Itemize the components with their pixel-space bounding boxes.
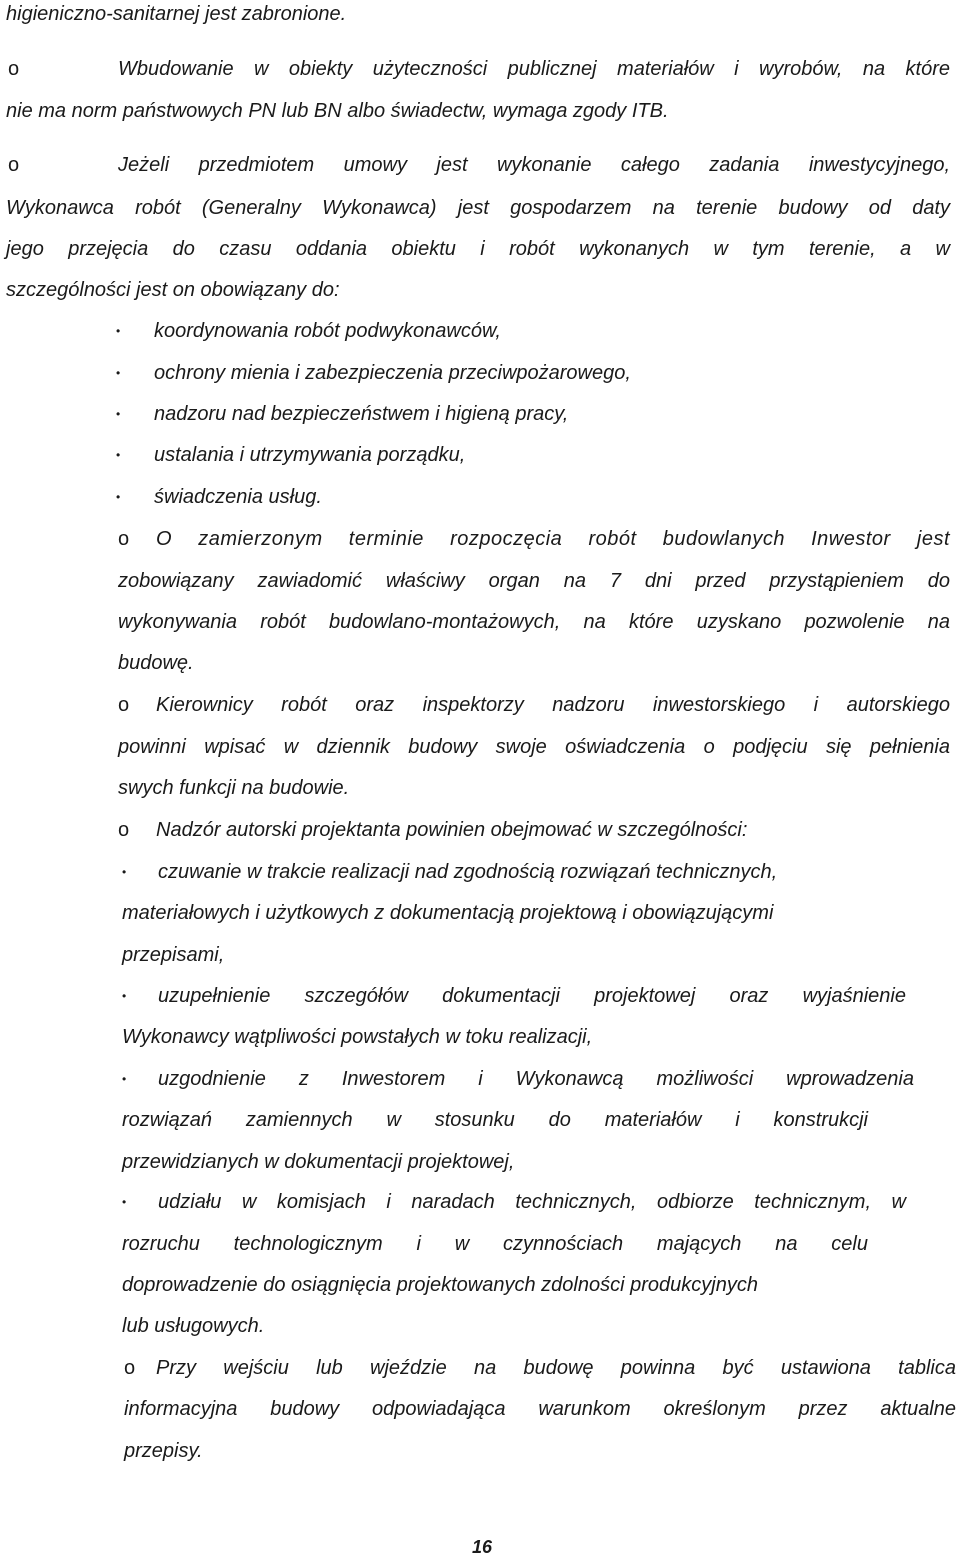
text-line: powinni wpisać w dziennik budowy swoje oświadczenia o podjęciu się pełnienia [118,736,950,758]
list-bullet: • [122,865,127,879]
text-line: Przy wejściu lub wjeździe na budowę powinna być ustawiona tablica [156,1357,956,1379]
list-item: doprowadzenie do osiągnięcia projektowanych zdolności produkcyjnych [122,1274,758,1296]
list-item: przepisami, [122,944,225,966]
text-line: wykonywania robót budowlano-montażowych, na które uzyskano pozwolenie na [118,611,950,633]
text-line: O zamierzonym terminie rozpoczęcia robót budowlanych Inwestor jest [156,528,950,550]
text-line: jego przejęcia do czasu oddania obiektu i robót wykonanych w tym terenie, a w [6,238,950,260]
list-marker: o [124,1357,136,1379]
text-line: Wbudowanie w obiekty użyteczności publicznej materiałów i wyrobów, na które [118,58,950,80]
page-number: 16 [472,1537,493,1557]
text-line: Kierownicy robót oraz inspektorzy nadzoru inwestorskiego i autorskiego [156,694,950,716]
text-line: Nadzór autorski projektanta powinien obejmować w szczególności: [156,819,748,841]
list-item: udziału w komisjach i naradach technicznych, odbiorze technicznym, w [158,1191,906,1213]
list-item: Wykonawcy wątpliwości powstałych w toku realizacji, [122,1026,593,1048]
list-marker: o [118,819,130,841]
list-item: lub usługowych. [122,1315,265,1337]
text-line: Wykonawca robót (Generalny Wykonawca) jest gospodarzem na terenie budowy od daty [6,197,950,219]
list-item: czuwanie w trakcie realizacji nad zgodnością rozwiązań technicznych, [158,861,778,883]
list-item: rozwiązań zamiennych w stosunku do materiałów i konstrukcji [122,1109,868,1131]
list-item: ustalania i utrzymywania porządku, [154,444,466,466]
text-line: zobowiązany zawiadomić właściwy organ na 7 dni przed przystąpieniem do [118,570,950,592]
list-item: rozruchu technologicznym i w czynnościach mających na celu [122,1233,868,1255]
list-bullet: • [122,989,127,1003]
text-line: przepisy. [124,1440,203,1462]
list-marker: o [118,528,130,550]
list-item: koordynowania robót podwykonawców, [154,320,501,342]
list-bullet: • [116,448,121,462]
list-item: materiałowych i użytkowych z dokumentacją projektową i obowiązującymi [122,902,774,924]
list-item: uzgodnienie z Inwestorem i Wykonawcą możliwości wprowadzenia [158,1068,914,1090]
list-marker: o [118,694,130,716]
text-line: budowę. [118,652,194,674]
list-item: świadczenia usług. [154,486,322,508]
list-bullet: • [116,407,121,421]
list-bullet: • [116,490,121,504]
list-bullet: • [122,1072,127,1086]
list-item: nadzoru nad bezpieczeństwem i higieną pracy, [154,403,569,425]
text-line: swych funkcji na budowie. [118,777,350,799]
list-bullet: • [116,366,121,380]
text-line: informacyjna budowy odpowiadająca warunkom określonym przez aktualne [124,1398,956,1420]
text-line: higieniczno-sanitarnej jest zabronione. [6,3,347,25]
list-bullet: • [116,324,121,338]
list-marker: o [8,154,20,176]
text-line: szczególności jest on obowiązany do: [6,279,340,301]
list-item: ochrony mienia i zabezpieczenia przeciwpożarowego, [154,362,631,384]
list-item: uzupełnienie szczegółów dokumentacji projektowej oraz wyjaśnienie [158,985,906,1007]
text-line: Jeżeli przedmiotem umowy jest wykonanie całego zadania inwestycyjnego, [118,154,950,176]
list-item: przewidzianych w dokumentacji projektowej, [122,1151,515,1173]
list-bullet: • [122,1195,127,1209]
text-line: nie ma norm państwowych PN lub BN albo świadectw, wymaga zgody ITB. [6,100,669,122]
list-marker: o [8,58,20,80]
